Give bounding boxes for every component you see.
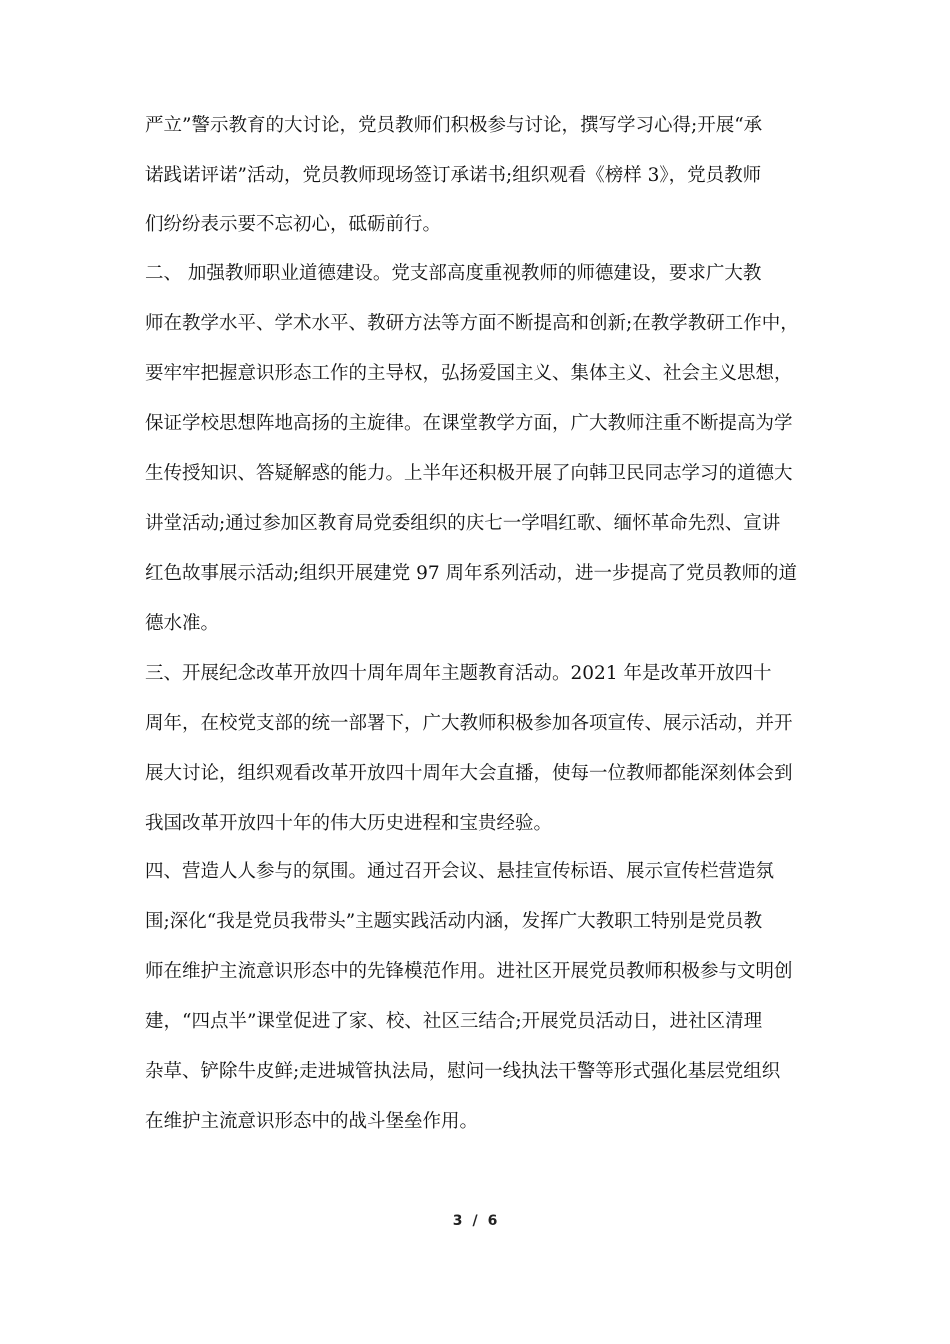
body-line: 杂草、铲除牛皮鲜;走进城管执法局，慰问一线执法干警等形式强化基层党组织 <box>145 1061 781 1082</box>
body-line: 师在维护主流意识形态中的先锋模范作用。进社区开展党员教师积极参与文明创 <box>145 961 793 982</box>
body-line: 我国改革开放四十年的伟大历史进程和宝贵经验。 <box>145 813 553 834</box>
body-line: 讲堂活动;通过参加区教育局党委组织的庆七一学唱红歌、缅怀革命先烈、宣讲 <box>145 513 781 534</box>
body-line: 师在教学水平、学术水平、教研方法等方面不断提高和创新;在教学教研工作中， <box>145 313 799 334</box>
body-line: 严立”警示教育的大讨论，党员教师们积极参与讨论，撰写学习心得;开展“承 <box>145 115 763 136</box>
section-four-heading-line: 四、营造人人参与的氛围。通过召开会议、悬挂宣传标语、展示宣传栏营造氛 <box>145 861 775 882</box>
body-line: 展大讨论，组织观看改革开放四十周年大会直播，使每一位教师都能深刻体会到 <box>145 763 793 784</box>
page-separator: / <box>472 1213 478 1229</box>
body-line: 建，“四点半”课堂促进了家、校、社区三结合;开展党员活动日，进社区清理 <box>145 1011 763 1032</box>
body-line: 诺践诺评诺”活动，党员教师现场签订承诺书;组织观看《榜样 3》，党员教师 <box>145 165 762 186</box>
body-line: 生传授知识、答疑解惑的能力。上半年还积极开展了向韩卫民同志学习的道德大 <box>145 463 793 484</box>
current-page-number: 3 <box>452 1213 463 1229</box>
body-line: 周年，在校党支部的统一部署下，广大教师积极参加各项宣传、展示活动，并开 <box>145 713 793 734</box>
section-two-heading-line: 二、 加强教师职业道德建设。党支部高度重视教师的师德建设，要求广大教 <box>145 263 762 284</box>
body-line: 红色故事展示活动;组织开展建党 97 周年系列活动，进一步提高了党员教师的道 <box>145 563 798 584</box>
total-pages-number: 6 <box>487 1213 498 1229</box>
body-line: 要牢牢把握意识形态工作的主导权，弘扬爱国主义、集体主义、社会主义思想， <box>145 363 793 384</box>
body-line: 在维护主流意识形态中的战斗堡垒作用。 <box>145 1111 479 1132</box>
body-line: 围;深化“我是党员我带头”主题实践活动内涵，发挥广大教职工特别是党员教 <box>145 911 763 932</box>
body-line: 保证学校思想阵地高扬的主旋律。在课堂教学方面，广大教师注重不断提高为学 <box>145 413 793 434</box>
body-line: 们纷纷表示要不忘初心，砥砺前行。 <box>145 214 442 235</box>
page-number <box>0 1213 950 1229</box>
body-line: 德水准。 <box>145 613 220 634</box>
section-three-heading-line: 三、开展纪念改革开放四十周年周年主题教育活动。2021 年是改革开放四十 <box>145 663 772 684</box>
